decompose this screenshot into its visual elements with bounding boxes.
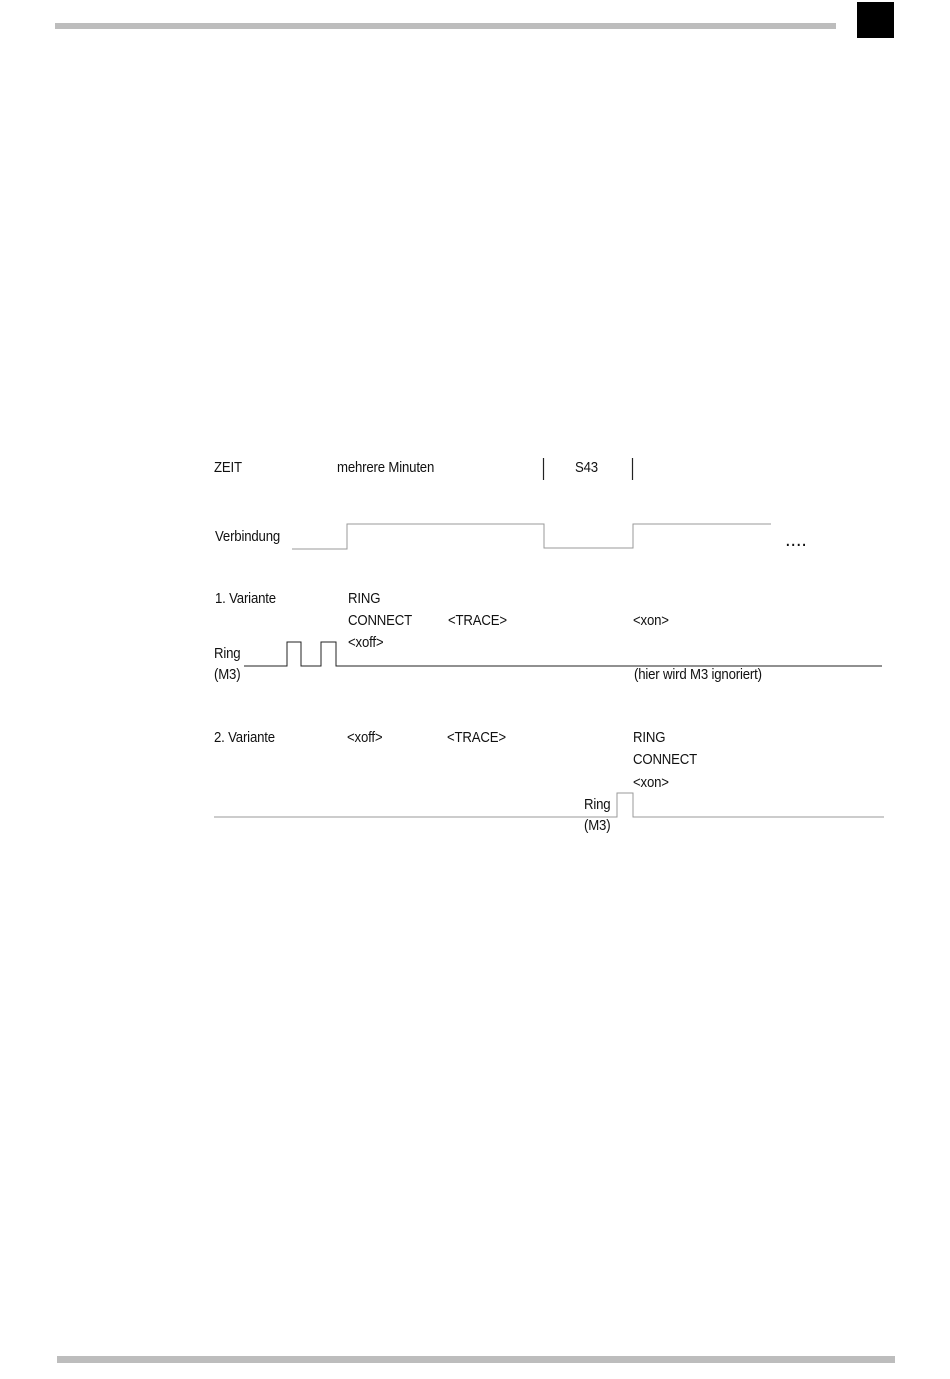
variant1-xon-message: <xon> bbox=[633, 612, 669, 629]
variant2-title: 2. Variante bbox=[214, 729, 275, 746]
duration-label: mehrere Minuten bbox=[337, 459, 435, 476]
variant2-signal-label: Ring bbox=[584, 796, 611, 813]
variant1-note: (hier wird M3 ignoriert) bbox=[634, 666, 762, 683]
variant1-signal-sub: (M3) bbox=[214, 666, 241, 683]
variant1-trace-message: <TRACE> bbox=[448, 612, 507, 629]
variant1-ring-waveform bbox=[244, 642, 882, 666]
footer-rule bbox=[57, 1356, 895, 1363]
variant2-trace-message: <TRACE> bbox=[447, 729, 506, 746]
s43-label: S43 bbox=[575, 459, 598, 476]
variant2-ring-waveform bbox=[214, 793, 884, 817]
variant2-ring-message: RING bbox=[633, 729, 666, 746]
variant1-signal-label: Ring bbox=[214, 645, 241, 662]
variant1-connect-message: CONNECT bbox=[348, 612, 413, 629]
connection-waveform bbox=[292, 524, 771, 549]
time-axis-label: ZEIT bbox=[214, 459, 242, 476]
variant2-xoff-message: <xoff> bbox=[347, 729, 383, 746]
variant2-signal-sub: (M3) bbox=[584, 817, 611, 834]
variant2-xon-message: <xon> bbox=[633, 774, 669, 791]
variant1-xoff-message: <xoff> bbox=[348, 634, 384, 651]
variant1-title: 1. Variante bbox=[215, 590, 276, 607]
connection-label: Verbindung bbox=[215, 528, 281, 545]
variant1-ring-message: RING bbox=[348, 590, 381, 607]
continuation-ellipsis: .... bbox=[786, 533, 808, 550]
variant2-connect-message: CONNECT bbox=[633, 751, 698, 768]
